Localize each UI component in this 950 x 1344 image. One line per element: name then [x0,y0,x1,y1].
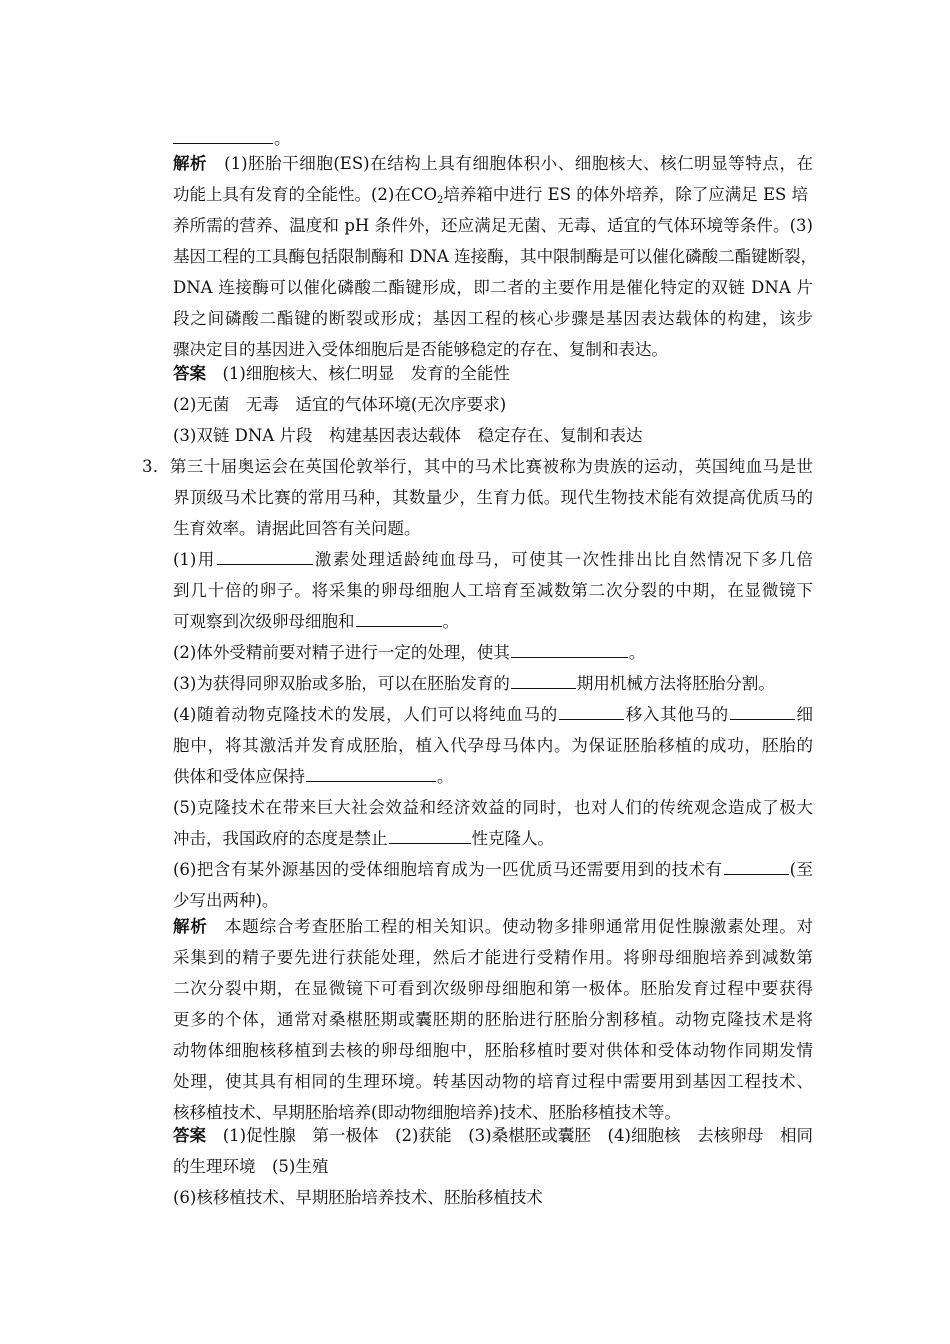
answer-blank [730,701,795,720]
answer-blank [559,701,624,720]
q3-sub5-line-2: 冲击，我国政府的态度是禁止 性克隆人。 [173,823,813,854]
q3-answer-line-2: 的生理环境 (5)生殖 [173,1157,329,1176]
answer-label: 答案 [173,1126,207,1145]
q3-sub1-line-2: 到几十倍的卵子。将采集的卵母细胞人工培育至减数第二次分裂的中期，在显微镜下 [173,581,813,600]
q3-analysis-line-3: 二次分裂中期，在显微镜下可看到次级卵母细胞和第一极体。胚胎发育过程中要获得 [173,979,813,998]
answer-blank [217,546,313,565]
q2-analysis-line-2: 功能上具有发育的全能性。(2)在$CO_2$培养箱中进行 ES 的体外培养，除了应满足 ES 培 [173,185,809,206]
q2-tail-blank-line: 。 [173,123,813,154]
q3-answer-line-1: 答案 (1)促性腺 第一极体 (2)获能 (3)桑椹胚或囊胚 (4)细胞核 去核卵母 相同 [173,1126,814,1145]
q2-analysis-line-6: 段之间磷酸二酯键的断裂或形成；基因工程的核心步骤是基因表达载体的构建，该步 [173,309,813,328]
q3-sub1-line-1: (1)用 激素处理适龄纯血母马，可使其一次性排出比自然情况下多几倍 [173,544,813,575]
answer-label: 答案 [173,364,206,383]
analysis-label: 解析 [173,917,208,936]
q3-analysis-line-2: 采集到的精子要先进行获能处理，然后才能进行受精作用。将卵母细胞培养到减数第 [173,948,813,967]
q2-analysis-line-4: 基因工程的工具酶包括限制酶和 DNA 连接酶，其中限制酶是可以催化磷酸二酯键断裂， [173,247,818,266]
q2-analysis-line-7: 骤决定目的基因进入受体细胞后是否能够稳定的存在、复制和表达。 [173,340,668,359]
analysis-label: 解析 [173,154,208,173]
q3-analysis-line-5: 动物体细胞核移植到去核的卵母细胞中，胚胎移植时要对供体和受体动物作同期发情 [173,1041,813,1060]
q3-sub3-line: (3)为获得同卵双胎或多胎，可以在胚胎发育的 期用机械方法将胚胎分割。 [173,668,813,699]
q3-sub6-line-1: (6)把含有某外源基因的受体细胞培育成为一匹优质马还需要用到的技术有 (至 [173,854,813,885]
q3-sub5-line-1: (5)克隆技术在带来巨大社会效益和经济效益的同时，也对人们的传统观念造成了极大 [173,798,813,817]
answer-blank [306,763,436,782]
q3-sub2-line: (2)体外受精前要对精子进行一定的处理，使其 。 [173,637,813,668]
answer-blank [511,639,628,658]
answer-blank [356,608,442,627]
q3-analysis-line-6: 处理，使其具有相同的生理环境。转基因动物的培育过程中需要用到基因工程技术、 [173,1072,813,1091]
q2-answer-line-3: (3)双链 DNA 片段 构建基因表达载体 稳定存在、复制和表达 [173,426,643,445]
answer-blank [389,825,471,844]
q3-sub4-line-2: 胞中，将其激活并发育成胚胎，植入代孕母马体内。为保证胚胎移植的成功，胚胎的 [173,736,813,755]
q3-sub1-line-3: 可观察到次级卵母细胞和 。 [173,606,813,637]
q3-sub4-line-3: 供体和受体应保持 。 [173,761,813,792]
q2-answer-line-2: (2)无菌 无毒 适宜的气体环境(无次序要求) [173,395,507,414]
q3-sub6-line-2: 少写出两种)。 [173,891,279,910]
q3-sub4-line-1: (4)随着动物克隆技术的发展，人们可以将纯血马的 移入其他马的 细 [173,699,813,730]
q3-stem-line-1: 3．第三十届奥运会在英国伦敦举行，其中的马术比赛被称为贵族的运动，英国纯血马是世 [142,457,814,476]
q3-stem-line-3: 生育效率。请据此回答有关问题。 [173,519,421,538]
q3-analysis-line-4: 更多的个体，通常对桑椹胚期或囊胚期的胚胎进行胚胎分割移植。动物克隆技术是将 [173,1010,813,1029]
q3-answer-line-3: (6)核移植技术、早期胚胎培养技术、胚胎移植技术 [173,1188,543,1207]
question-number: 3． [142,457,170,476]
q2-answer-line-1: 答案 (1)细胞核大、核仁明显 发育的全能性 [173,364,510,383]
answer-blank [511,670,576,689]
q3-stem-line-2: 界顶级马术比赛的常用马种，其数量少，生育力低。现代生物技术能有效提高优质马的 [173,488,813,507]
q3-analysis-line-7: 核移植技术、早期胚胎培养(即动物细胞培养)技术、胚胎移植技术等。 [173,1103,681,1122]
q2-analysis-line-5: DNA 连接酶可以催化磷酸二酯键形成，即二者的主要作用是催化特定的双链 DNA 片 [173,278,813,297]
answer-blank [724,856,789,875]
q3-analysis-line-1: 解析 本题综合考查胚胎工程的相关知识。使动物多排卵通常用促性腺激素处理。对 [173,917,814,936]
q2-analysis-line-3: 养所需的营养、温度和 pH 条件外，还应满足无菌、无毒、适宜的气体环境等条件。(3) [173,216,813,235]
answer-blank [173,125,273,144]
q2-analysis-line-1: 解析 (1)胚胎干细胞(ES)在结构上具有细胞体积小、细胞核大、核仁明显等特点，在 [173,154,813,173]
